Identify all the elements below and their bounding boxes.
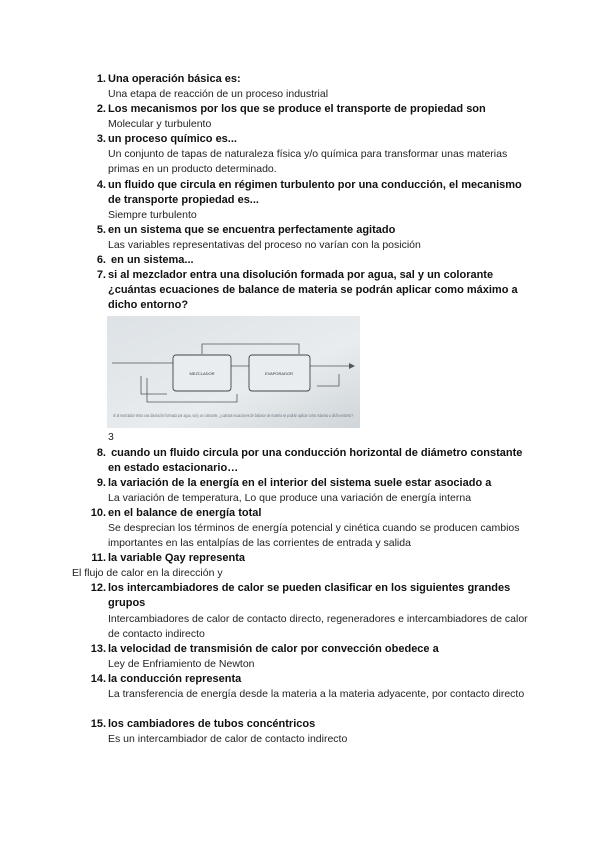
question-12: los intercambiadores de calor se pueden clasificar en los siguientes grandes grupos: [108, 582, 511, 609]
item-number: 14.: [90, 673, 106, 685]
question-6: en un sistema...: [108, 254, 194, 266]
item-number: 2.: [96, 103, 106, 115]
mixer-label: MEZCLADOR: [189, 371, 215, 376]
item-number: 7.: [96, 269, 106, 281]
answer-13: Ley de Enfriamiento de Newton: [108, 658, 255, 670]
question-8: cuando un fluido circula por una conducción horizontal de diámetro constante en estado estacionario…: [108, 447, 526, 474]
item-number: 8.: [96, 447, 106, 459]
item-number: 15.: [90, 718, 106, 730]
figure-background: [107, 316, 360, 428]
answer-2: Molecular y turbulento: [108, 118, 212, 130]
item-number: 12.: [90, 582, 106, 594]
answer-9: La variación de temperatura, Lo que produce una variación de energía interna: [108, 492, 472, 504]
item-number: 3.: [96, 133, 106, 145]
question-4: un fluido que circula en régimen turbulento por una conducción, el mecanismo de transporte propiedad es...: [108, 179, 522, 206]
question-10: en el balance de energía total: [108, 507, 262, 519]
item-number: 5.: [96, 224, 106, 236]
answer-12: Intercambiadores de calor de contacto directo, regeneradores e intercambiadores de calor de contacto indirecto: [108, 613, 528, 640]
question-7: si al mezclador entra una disolución formada por agua, sal y un colorante ¿cuántas ecuaciones de balance de materia se podrán aplicar como máximo a dicho entorno?: [108, 269, 518, 311]
figure-caption: Si al mezclador entra una disolución formada por agua, sal y un colorante, ¿cuántas ecuaciones de balance de materia se podrán aplicar como máximo a dicho entorno?: [113, 413, 354, 418]
answer-11: El flujo de calor en la dirección y: [72, 567, 223, 579]
question-3: un proceso químico es...: [108, 133, 237, 145]
item-number: 9.: [96, 477, 106, 489]
item-number: 1.: [96, 73, 106, 85]
answer-3: Un conjunto de tapas de naturaleza física y/o química para transformar unas materias primas en un producto determinado.: [108, 148, 508, 175]
item-number: 11.: [91, 552, 106, 564]
item-number: 13.: [90, 643, 106, 655]
answer-7: 3: [108, 431, 114, 443]
figure-photo: [107, 316, 360, 428]
question-11: la variable Qay representa: [108, 552, 245, 564]
item-number: 10.: [90, 507, 106, 519]
item-number: 4.: [96, 179, 106, 191]
question-13: la velocidad de transmisión de calor por convección obedece a: [108, 643, 439, 655]
answer-10: Se desprecian los términos de energía potencial y cinética cuando se producen cambios importantes en las entalpías de las corrientes de entrada y salida: [108, 522, 520, 549]
answer-1: Una etapa de reacción de un proceso industrial: [108, 88, 329, 100]
question-1: Una operación básica es:: [108, 73, 241, 85]
question-14: la conducción representa: [108, 673, 242, 685]
answer-15: Es un intercambiador de calor de contacto indirecto: [108, 733, 348, 745]
answer-5: Las variables representativas del proceso no varían con la posición: [108, 239, 421, 251]
question-15: los cambiadores de tubos concéntricos: [108, 718, 316, 730]
question-9: la variación de la energía en el interior del sistema suele estar asociado a: [108, 477, 492, 489]
answer-14: La transferencia de energía desde la materia a la materia adyacente, por contacto directo: [108, 688, 525, 700]
question-2: Los mecanismos por los que se produce el transporte de propiedad son: [108, 103, 486, 115]
evaporator-label: EVAPORADOR: [265, 371, 293, 376]
question-5: en un sistema que se encuentra perfectamente agitado: [108, 224, 396, 236]
answer-4: Siempre turbulento: [108, 209, 197, 221]
item-number: 6.: [96, 254, 106, 266]
